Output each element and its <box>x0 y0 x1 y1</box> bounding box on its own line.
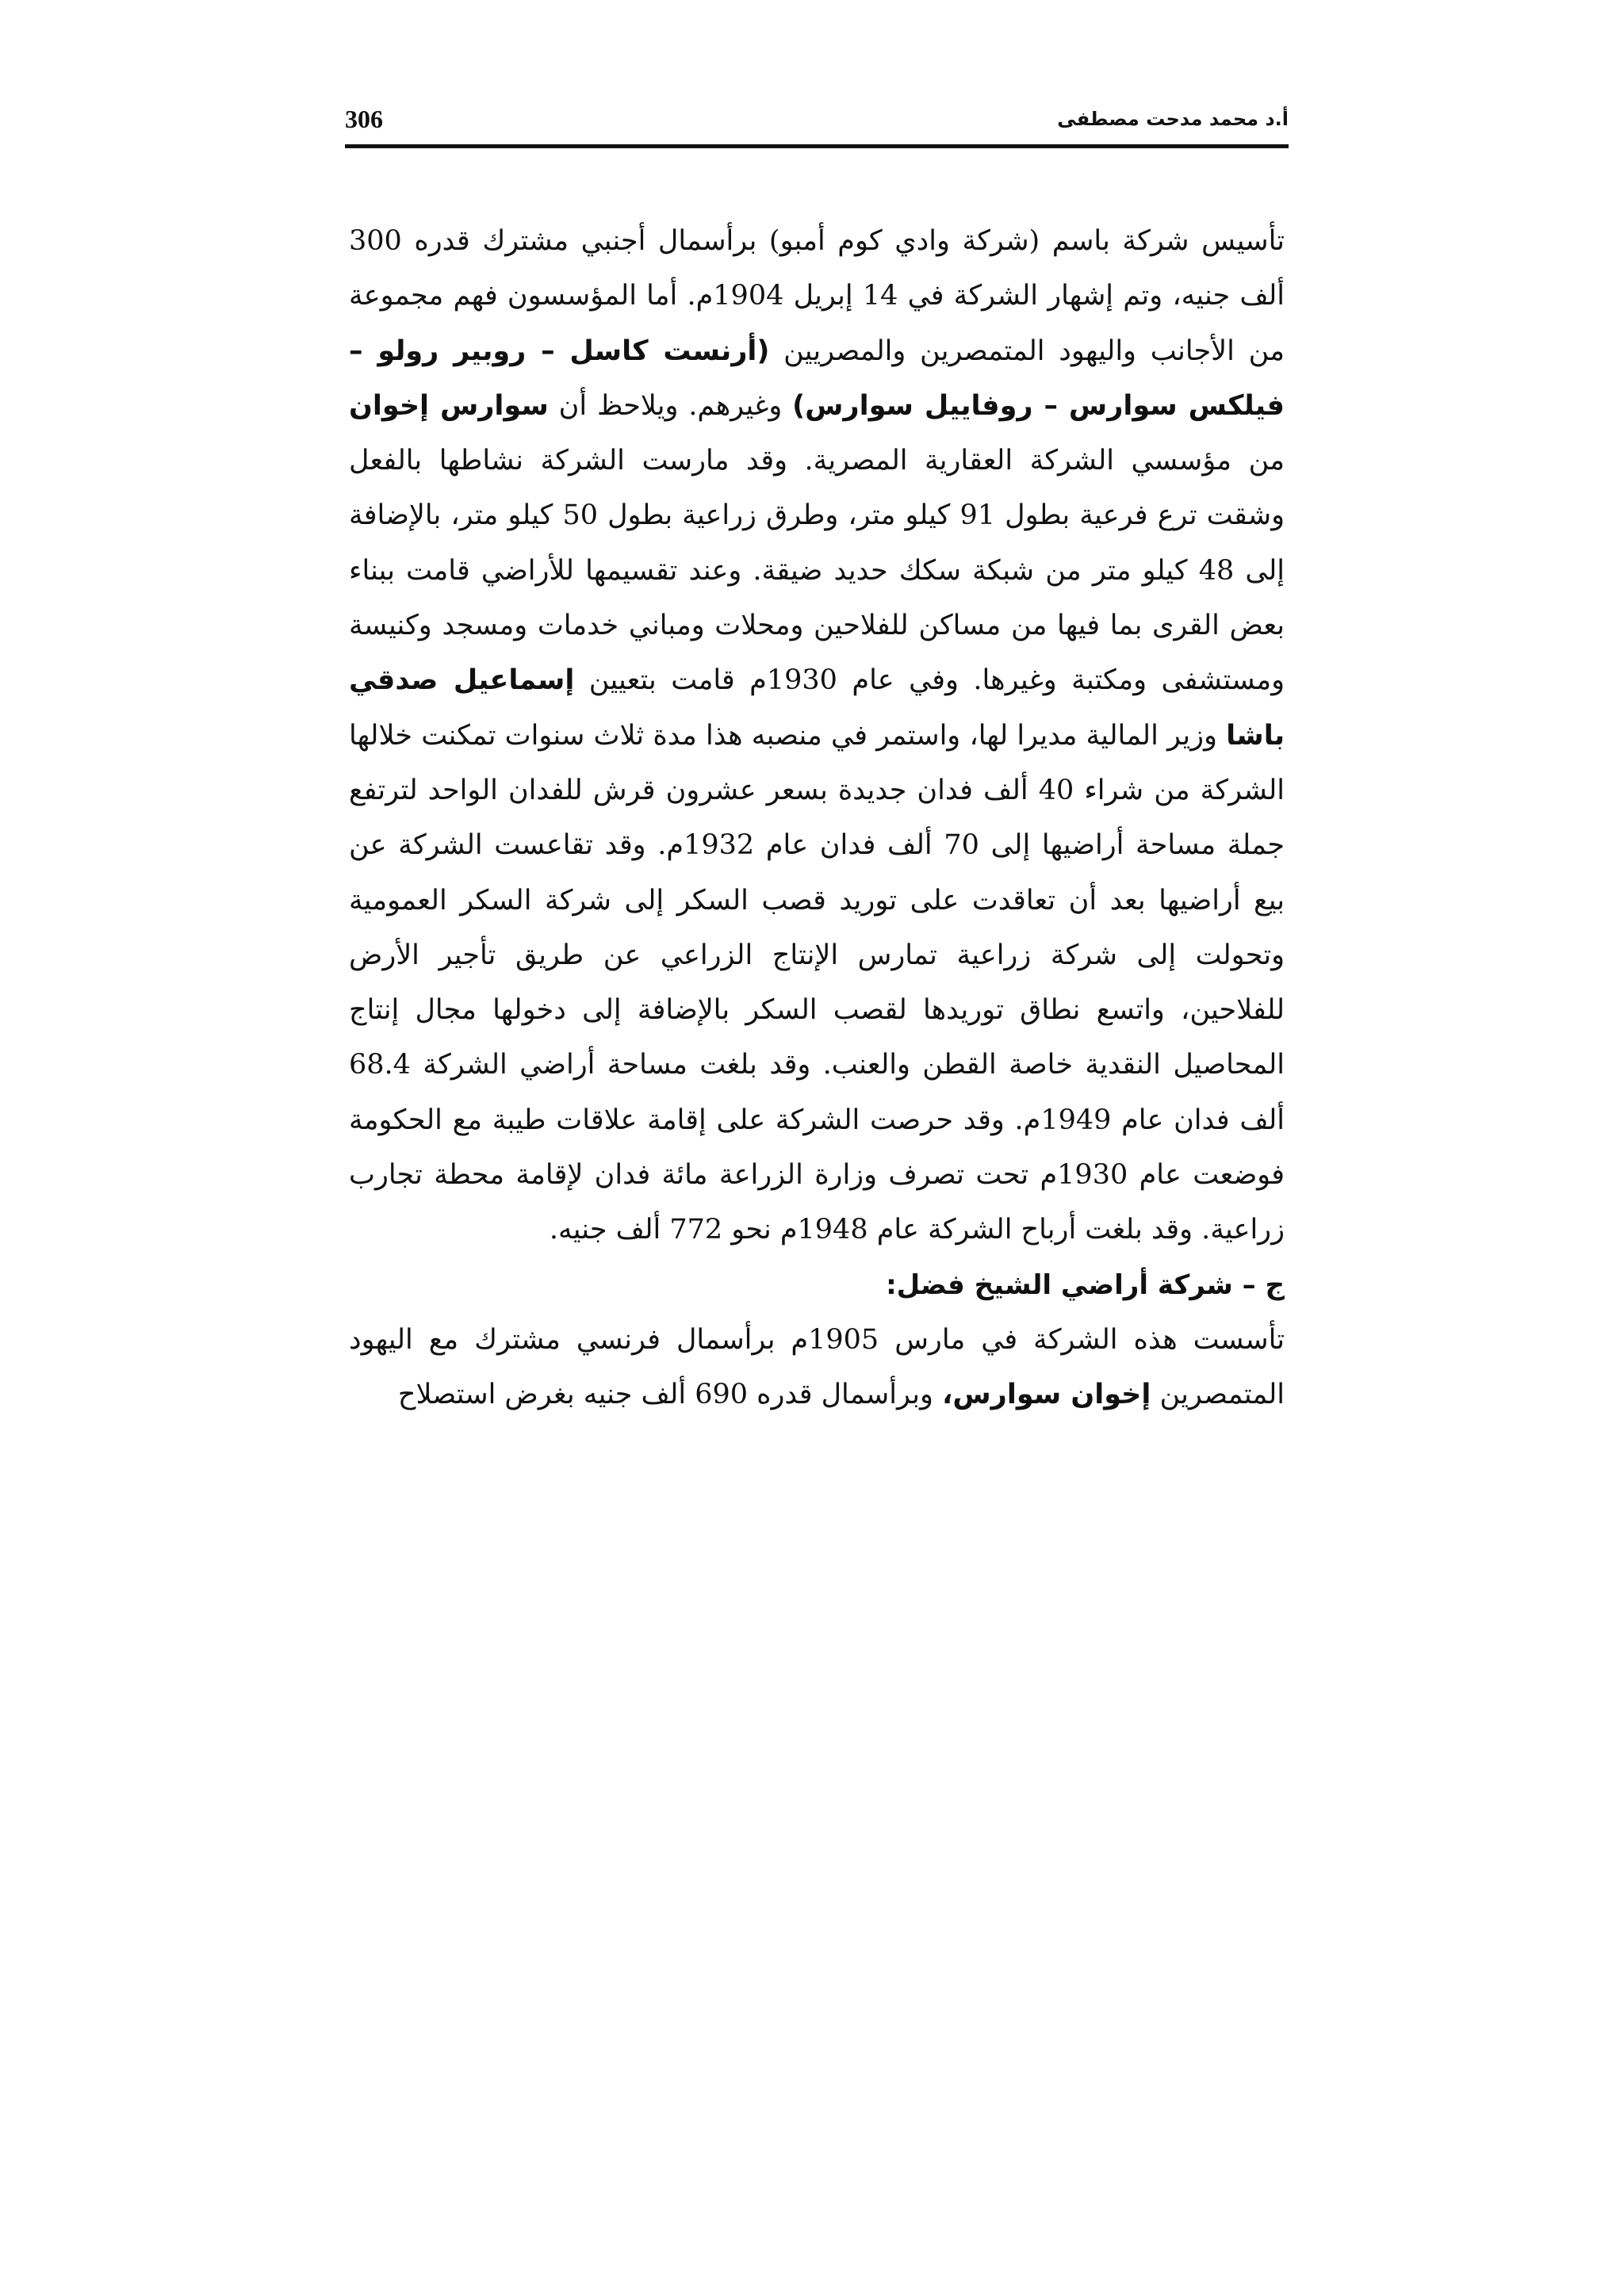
page-number: 306 <box>345 105 383 133</box>
paragraph-wadi-kom-ombo <box>349 214 1285 1258</box>
running-head-author: أ.د محمد مدحت مصطفى <box>1057 108 1289 130</box>
text-run: وزير المالية مديرا لها، واستمر في منصبه هذا مدة ثلاث سنوات تمكنت خلالها الشركة من شراء 40 ألف فدان جديدة بسعر عشرون قرش للفدان الواحد لترتفع جملة مساحة أراضيها إلى 70 ألف فدان عام 1932م. وقد تقاعست الشركة عن بيع أراضيها بعد أن تعاقدت على توريد قصب السكر إلى شركة السكر العمومية وتحولت إلى شركة زراعية تمارس الإنتاج الزراعي عن طريق تأجير الأرض للفلاحين، واتسع نطاق توريدها لقصب السكر بالإضافة إلى دخولها مجال إنتاج المحاصيل النقدية خاصة القطن والعنب. وقد بلغت مساحة أراضي الشركة 68.4 ألف فدان عام 1949م. وقد حرصت الشركة على إقامة علاقات طيبة مع الحكومة فوضعت عام 1930م تحت تصرف وزارة الزراعة مائة فدان لإقامة محطة تجارب زراعية. وقد بلغت أرباح الشركة عام 1948م نحو 772 ألف جنيه. <box>349 719 1285 1246</box>
text-run: تأسيس شركة باسم (شركة وادي كوم أمبو) برأسمال أجنبي مشترك قدره 300 ألف جنيه، وتم إشهار الشركة في 14 إبريل 1904م. أما المؤسسون فهم مجموعة من الأجانب واليهود المتمصرين والمصريين <box>349 225 1285 367</box>
bold-suares-brothers: إخوان سوارس، <box>942 1379 1151 1411</box>
bold-ismail-sidqi: إسماعيل صدقي باشا <box>349 664 1285 752</box>
header-rule <box>345 144 1289 148</box>
bold-founders-names: (أرنست كاسل – روبير رولو – فيلكس سوارس – روفاييل سوارس) <box>349 335 1285 422</box>
text-run: وغيرهم. ويلاحظ أن <box>548 389 793 422</box>
body-text <box>349 214 1285 1423</box>
text-run: وبرأسمال قدره 690 ألف جنيه بغرض استصلاح <box>397 1379 943 1411</box>
text-run: تأسست هذه الشركة في مارس 1905م برأسمال فرنسي مشترك مع اليهود المتمصرين <box>349 1323 1285 1411</box>
section-heading: ج – شركة أراضي الشيخ فضل: <box>886 1269 1285 1301</box>
paragraph-sheikh-fadl <box>349 1313 1285 1423</box>
bold-suares-brothers: سوارس إخوان <box>349 389 549 422</box>
page-header <box>345 101 1289 151</box>
text-run: من مؤسسي الشركة العقارية المصرية. وقد مارست الشركة نشاطها بالفعل وشقت ترع فرعية بطول 91 كيلو متر، وطرق زراعية بطول 50 كيلو متر، بالإضافة إلى 48 كيلو متر من شبكة سكك حديد ضيقة. وعند تقسيمها للأراضي قامت ببناء بعض القرى بما فيها من مساكن للفلاحين ومحلات ومباني خدمات ومسجد وكنيسة ومستشفى ومكتبة وغيرها. وفي عام 1930م قامت بتعيين <box>349 445 1285 697</box>
